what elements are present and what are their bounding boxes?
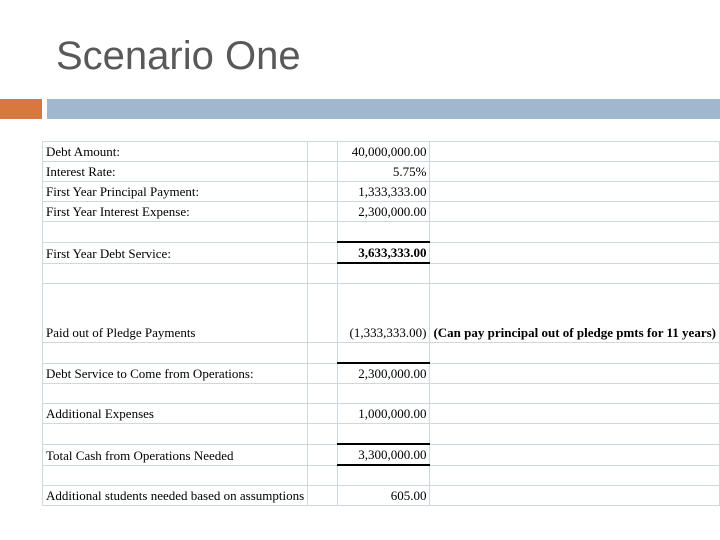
label-cell: First Year Interest Expense: bbox=[43, 202, 308, 222]
table-row bbox=[43, 162, 720, 182]
label-cell: First Year Debt Service: bbox=[43, 242, 308, 263]
table-row-empty bbox=[43, 384, 720, 404]
accent-bar-blue bbox=[47, 99, 720, 119]
table-row bbox=[43, 404, 720, 424]
table-row-empty bbox=[43, 222, 720, 243]
accent-bar-orange bbox=[0, 99, 42, 119]
table-row bbox=[43, 363, 720, 384]
label-cell: Debt Amount: bbox=[43, 142, 308, 162]
value-cell: 40,000,000.00 bbox=[337, 142, 430, 162]
value-cell: 1,333,333.00 bbox=[337, 182, 430, 202]
label-cell: Total Cash from Operations Needed bbox=[43, 444, 308, 465]
table-row bbox=[43, 284, 720, 343]
table-row-empty bbox=[43, 424, 720, 445]
value-cell: (1,333,333.00) bbox=[337, 284, 430, 343]
label-cell: Additional Expenses bbox=[43, 404, 308, 424]
value-cell: 3,633,333.00 bbox=[337, 242, 430, 263]
value-cell: 2,300,000.00 bbox=[337, 363, 430, 384]
value-cell: 605.00 bbox=[337, 486, 430, 506]
table-row-empty bbox=[43, 343, 720, 364]
table-row bbox=[43, 182, 720, 202]
note-cell: (Can pay principal out of pledge pmts for 11 years) bbox=[430, 284, 720, 343]
value-cell: 3,300,000.00 bbox=[337, 444, 430, 465]
label-cell: Paid out of Pledge Payments bbox=[43, 284, 308, 343]
table-row bbox=[43, 242, 720, 263]
table-row-empty bbox=[43, 465, 720, 486]
scenario-table bbox=[42, 141, 720, 506]
table-row bbox=[43, 142, 720, 162]
value-cell: 5.75% bbox=[337, 162, 430, 182]
value-cell: 2,300,000.00 bbox=[337, 202, 430, 222]
label-cell: Additional students needed based on assumptions bbox=[43, 486, 308, 506]
table-row bbox=[43, 202, 720, 222]
table-row bbox=[43, 444, 720, 465]
slide-title: Scenario One bbox=[56, 34, 301, 78]
label-cell: Debt Service to Come from Operations: bbox=[43, 363, 308, 384]
label-cell: Interest Rate: bbox=[43, 162, 308, 182]
table-row-empty bbox=[43, 263, 720, 284]
value-cell: 1,000,000.00 bbox=[337, 404, 430, 424]
table-row bbox=[43, 486, 720, 506]
label-cell: First Year Principal Payment: bbox=[43, 182, 308, 202]
